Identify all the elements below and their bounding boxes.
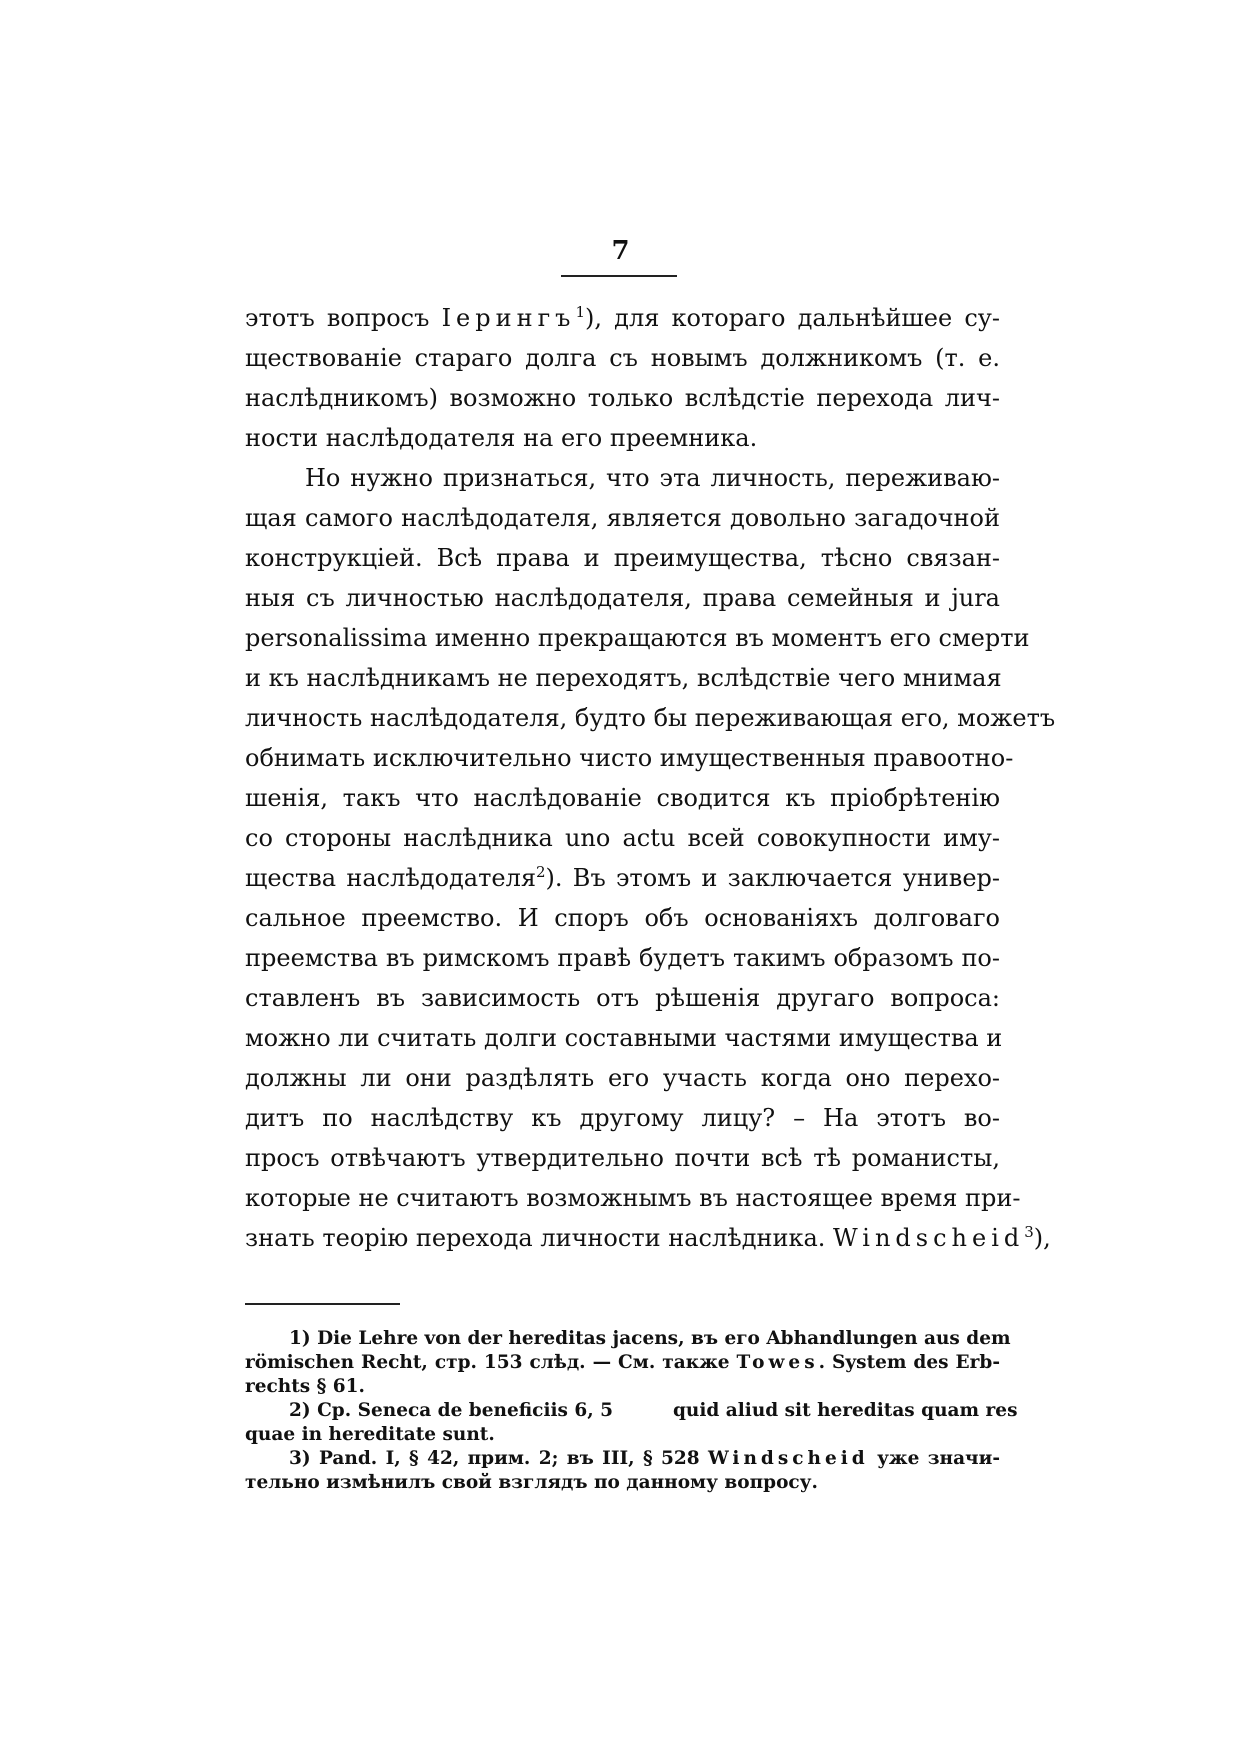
text-line: конструкціей. Всѣ права и преимущества, тѣсно связан- [245,544,1000,572]
text-line: просъ отвѣчаютъ утвердительно почти всѣ тѣ романисты, [245,1144,1000,1172]
text-line: дитъ по наслѣдству къ другому лицу? – На этотъ во- [245,1104,1000,1132]
text-line: personalissima именно прекращаются въ моментъ его смерти [245,624,1030,652]
text-span: знать теорію перехода личности наслѣдника. [245,1224,834,1252]
text-span: . System des Erb- [818,1352,1000,1373]
text-line: которые не считаютъ возможнымъ въ настоящее время при- [245,1184,1021,1212]
footnote-marker: 3 [1024,1223,1034,1241]
text-line: со стороны наслѣдника unо actu всей совокупности иму- [245,824,1000,852]
text-span: ), [1033,1224,1051,1252]
text-span: уже значи- [868,1448,1000,1469]
text-line [245,298,1000,338]
footnote-line: тельно измѣнилъ свой взглядъ по данному вопросу. [245,1472,818,1493]
author-name: Windscheid [707,1448,869,1469]
footnote-marker: 2 [535,863,546,881]
text-line: ныя съ личностью наслѣдодателя, права семейныя и jura [245,584,1000,612]
text-line: личность наслѣдодателя, будто бы переживающая его, можетъ [245,704,1056,732]
text-line: ставленъ въ зависимость отъ рѣшенія другаго вопроса: [245,984,1000,1012]
text-line: можно ли считать долги составными частями имущества и [245,1024,1003,1052]
footnotes [245,1327,1018,1495]
text-line: ществованіе стараго долга съ новымъ должникомъ (т. е. [245,344,1000,372]
text-line: должны ли они раздѣлять его участь когда оно перехо- [245,1064,1000,1092]
text-span: ), для котораго дальнѣйшее су- [585,304,1001,332]
text-span: römischen Recht, стр. 153 слѣд. — См. также [245,1352,737,1373]
footnote-line [245,1447,1000,1471]
text-line: сальное преемство. И споръ объ основаніяхъ долговаго [245,904,1000,932]
text-line: наслѣдникомъ) возможно только вслѣдстіе перехода лич- [245,384,1000,412]
text-line: преемства въ римскомъ правѣ будетъ такимъ образомъ по- [245,944,1000,972]
author-name: Iерингъ [441,304,576,332]
text-span: 3) Pand. I, § 42, прим. 2; въ III, § 528 [289,1448,708,1469]
text-line: шенія, такъ что наслѣдованіе сводится къ пріобрѣтенію [245,784,1000,812]
text-span: 2) Ср. Seneca de beneficiis 6, 5 [289,1400,613,1421]
author-name: Windscheid [833,1224,1025,1252]
text-line [245,858,1000,898]
page-number-rule [561,275,677,277]
footnote-marker: 1 [575,303,585,321]
text-line: и къ наслѣдникамъ не переходятъ, вслѣдствіе чего мнимая [245,664,1002,692]
author-name: Towes [736,1352,819,1373]
text-span: щества наслѣдодателя [245,864,536,892]
footnote-line: 1) Die Lehre von der hereditas jacens, въ его Abhandlungen aus dem [289,1328,1011,1349]
footnote-rule [245,1303,400,1305]
text-line [245,1218,1051,1258]
text-line: обнимать исключительно чисто имущественныя правоотно- [245,744,1014,772]
text-line: ности наслѣдодателя на его преемника. [245,424,758,452]
text-line: Но нужно признаться, что эта личность, переживаю- [305,464,1000,492]
footnote-line [245,1399,1018,1423]
text-line: щая самого наслѣдодателя, является довольно загадочной [245,504,1000,532]
footnote-line: rechts § 61. [245,1376,365,1397]
text-span: этотъ вопросъ [245,304,442,332]
footnote-line: quae in hereditate sunt. [245,1424,495,1445]
page-number: 7 [611,236,630,266]
body-text [245,298,1056,1258]
text-span: quid aliud sit hereditas quam res [672,1400,1018,1421]
footnote-line [245,1351,1000,1375]
text-span: ). Въ этомъ и заключается универ- [545,864,1000,892]
